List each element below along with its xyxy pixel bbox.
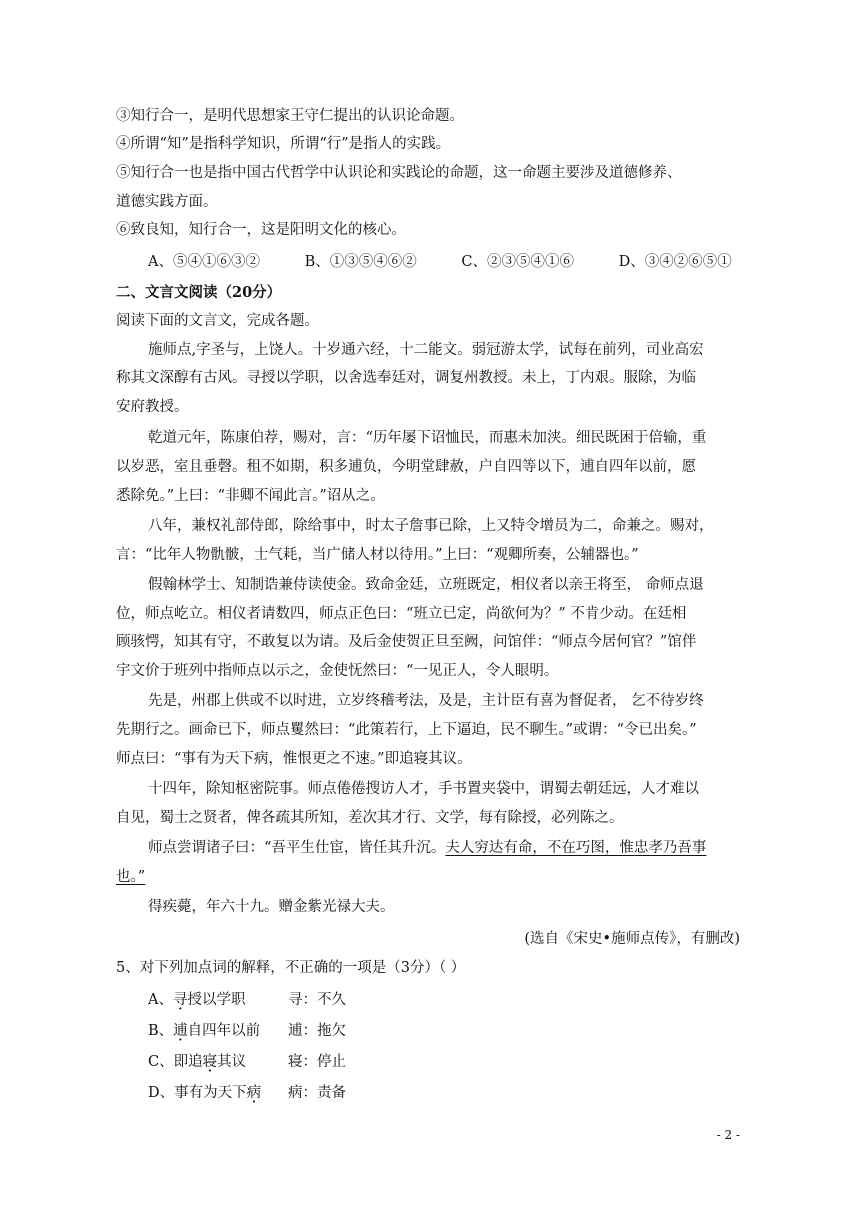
q4-option-d: D、③④②⑥⑤① (618, 254, 732, 270)
q4-option-b: B、①③⑤④⑥② (304, 254, 417, 270)
passage-line: 施师点,字圣与，上饶人。十岁通六经，十二能文。弱冠游太学，试每在前列，司业高宏 (148, 342, 704, 358)
dotted-char: 逋 (173, 1023, 188, 1039)
q5-option-d: D、事有为天下病 病：责备 (148, 1085, 346, 1101)
source-note: (选自《宋史•施师点传》，有删改) (524, 931, 740, 947)
passage-line: 安府教授。 (116, 399, 189, 415)
item-6: ⑥致良知，知行合一，这是阳明文化的核心。 (116, 222, 406, 238)
q4-option-c: C、②③⑤④①⑥ (461, 254, 574, 270)
q5-option-b: B、逋自四年以前 逋：拖欠 (148, 1023, 346, 1039)
passage-line (116, 867, 740, 887)
passage-line: 假翰林学士、知制诰兼侍读使金。致命金廷，立班既定，相仪者以亲王将至， 命师点退 (148, 577, 704, 593)
page-number: - 2 - (716, 1128, 740, 1142)
passage-line (148, 838, 740, 858)
q5-stem: 5、对下列加点词的解释，不正确的一项是（3分）（ ） (116, 960, 466, 976)
passage-line: 以岁恶，室且垂磬。租不如期，积多逋负，今明堂肆赦，户自四等以下，逋自四年以前，愿 (116, 459, 696, 475)
passage-line: 师点曰：“事有为天下病，惟恨更之不速。”即追寝其议。 (116, 751, 472, 767)
passage-line: 乾道元年，陈康伯荐，赐对，言：“历年屡下诏恤民，而惠未加浃。细民既困于倍输，重 (148, 430, 707, 446)
passage-line: 先是，州郡上供或不以时进，立岁终稽考法，及是，主计臣有喜为督促者， 乞不待岁终 (148, 693, 704, 709)
passage-line: 称其文深醇有古风。寻授以学职，以舍选奉廷对，调复州教授。未上，丁内艰。服除，为临 (116, 370, 696, 386)
item-4: ④所谓“知”是指科学知识，所谓“行”是指人的实践。 (116, 136, 451, 152)
gloss: 病：责备 (288, 1085, 346, 1101)
passage-line: 言：“比年人物骩骳，士气耗，当广储人材以待用。”上曰：“观卿所奏，公辅器也。” (116, 547, 639, 563)
instruction: 阅读下面的文言文，完成各题。 (116, 313, 319, 329)
passage-line: 自见，蜀士之贤者，俾各疏其所知，差次其才行、文学，每有除授，必列陈之。 (116, 810, 624, 826)
passage-line: 先期行之。画命已下，师点矍然曰：“此策若行，上下逼迫，民不聊生。”或谓：“令已出矣。” (116, 722, 697, 738)
underlined-sentence: 夫人穷达有命，不在巧图，惟忠孝乃吾事 (445, 840, 707, 856)
passage-line: 宇文价于班列中指师点以示之，金使怃然曰：“一见正人，令人眼明。 (116, 663, 559, 679)
passage-line: 顾骇愕，知其有守，不敢复以为请。及后金使贺正旦至阙，问馆伴：“师点今居何官？”馆伴 (116, 634, 697, 650)
q4-options (148, 252, 772, 272)
passage-line: 十四年，除知枢密院事。师点倦倦搜访人才，手书置夹袋中，谓蜀去朝廷远，人才难以 (148, 781, 699, 797)
item-5-cont: 道德实践方面。 (116, 194, 218, 210)
passage-line: 悉除免。”上曰：“非卿不闻此言。”诏从之。 (116, 488, 385, 504)
section-title: 二、文言文阅读（20分） (116, 284, 282, 301)
passage-line: 得疾薨，年六十九。赠金紫光禄大夫。 (148, 899, 395, 915)
underlined-sentence-end: 也。” (116, 869, 146, 885)
q5-option-a: A、寻授以学职 寻：不久 (148, 992, 346, 1008)
dotted-char: 寝 (202, 1054, 218, 1070)
passage-text: 师点尝谓诸子曰：“吾平生仕宦，皆任其升沉。 (148, 840, 446, 856)
item-5: ⑤知行合一也是指中国古代哲学中认识论和实践论的命题，这一命题主要涉及道德修养、 (116, 165, 682, 181)
gloss: 寝：停止 (288, 1054, 346, 1070)
q5-option-c: C、即追寝其议 寝：停止 (148, 1054, 346, 1070)
q4-option-a: A、⑤④①⑥③② (148, 254, 260, 270)
passage-line: 八年，兼权礼部侍郎，除给事中，时太子詹事已除，上又特令增员为二，命兼之。赐对， (148, 518, 714, 534)
item-3: ③知行合一，是明代思想家王守仁提出的认识论命题。 (116, 108, 464, 124)
dotted-char: 病 (246, 1085, 262, 1101)
passage-line: 位，师点屹立。相仪者请数四，师点正色曰：“班立已定，尚欲何为？” 不肯少动。在廷相 (116, 606, 687, 622)
gloss: 逋：拖欠 (288, 1023, 346, 1039)
dotted-char: 寻 (172, 992, 188, 1008)
gloss: 寻：不久 (288, 992, 346, 1008)
